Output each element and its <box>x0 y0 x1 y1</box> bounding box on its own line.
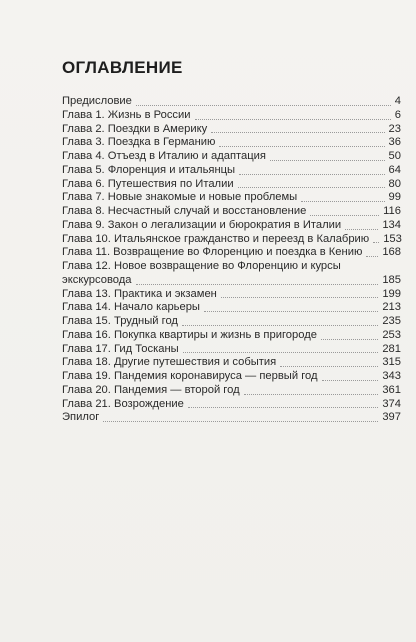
toc-entry-chapter-1[interactable] <box>62 109 401 123</box>
toc-entry-title: Глава 6. Путешествия по Италии <box>62 177 234 190</box>
toc-entry-title: Глава 21. Возрождение <box>62 397 184 410</box>
dot-leader <box>280 366 378 367</box>
toc-entry-page: 253 <box>382 328 401 341</box>
toc-entry-page: 213 <box>382 301 401 314</box>
toc-entry-page: 153 <box>383 232 402 245</box>
toc-entry-title: Глава 16. Покупка квартиры и жизнь в пригороде <box>62 328 317 341</box>
toc-entry-chapter-20[interactable] <box>62 384 401 398</box>
toc-entry-page: 99 <box>388 191 401 204</box>
toc-entry-title: Глава 5. Флоренция и итальянцы <box>62 163 236 176</box>
toc-entry-chapter-2[interactable] <box>62 123 401 137</box>
toc-entry-chapter-11[interactable] <box>62 246 401 260</box>
toc-entry-title: Глава 15. Трудный год <box>62 315 178 327</box>
toc-entry-epilogue[interactable] <box>62 411 401 425</box>
toc-entry-chapter-6[interactable] <box>62 178 401 192</box>
dot-leader <box>136 284 379 285</box>
toc-entry-title: Глава 18. Другие путешествия и события <box>62 356 277 369</box>
toc-entry-chapter-17[interactable] <box>62 343 401 357</box>
dot-leader <box>211 132 384 133</box>
toc-entry-title: Глава 8. Несчастный случай и восстановление <box>62 205 307 217</box>
toc-entry-page: 199 <box>382 287 401 300</box>
toc-entry-chapter-14[interactable] <box>62 301 401 315</box>
dot-leader <box>345 229 378 230</box>
dot-leader <box>188 407 378 408</box>
dot-leader <box>182 325 378 326</box>
toc-entry-page: 361 <box>382 383 401 396</box>
toc-entry-page: 235 <box>382 315 401 327</box>
toc-entry-chapter-8[interactable] <box>62 205 401 219</box>
dot-leader <box>301 201 384 202</box>
dot-leader <box>221 297 378 298</box>
toc-entry-title: Эпилог <box>62 411 100 424</box>
toc-entry-chapter-7[interactable] <box>62 191 401 205</box>
dot-leader <box>238 187 385 188</box>
toc-entry-page: 64 <box>388 163 401 176</box>
toc-entry-title: Глава 19. Пандемия коронавируса — первый год <box>62 370 318 382</box>
toc-entry-title-continued: экскурсовода <box>62 273 132 286</box>
toc-entry-title: Глава 20. Пандемия — второй год <box>62 383 240 396</box>
dot-leader <box>239 174 384 175</box>
toc-entry-title: Глава 11. Возвращение во Флоренцию и поездка в Кению <box>62 246 363 259</box>
toc-entry-title: Глава 14. Начало карьеры <box>62 301 200 314</box>
toc-entry-chapter-12[interactable] <box>62 260 401 288</box>
toc-entry-title: Глава 3. Поездка в Германию <box>62 136 216 149</box>
toc-entry-chapter-4[interactable] <box>62 150 401 164</box>
dot-leader <box>103 421 378 422</box>
toc-entry-page: 23 <box>388 122 401 135</box>
toc-entry-chapter-19[interactable] <box>62 370 401 384</box>
toc-entry-page: 397 <box>382 411 401 424</box>
dot-leader <box>195 119 391 120</box>
toc-entry-chapter-15[interactable] <box>62 315 401 329</box>
toc-entry-page: 185 <box>382 273 401 286</box>
dot-leader <box>373 242 379 243</box>
toc-entry-title: Глава 10. Итальянское гражданство и переезд в Калабрию <box>62 232 370 245</box>
dot-leader <box>270 160 385 161</box>
toc-entry-page: 116 <box>383 205 401 217</box>
toc-entry-title: Глава 12. Новое возвращение во Флоренцию и курсы <box>62 260 341 272</box>
toc-entry-title: Глава 1. Жизнь в России <box>62 108 191 121</box>
table-of-contents <box>62 95 401 425</box>
toc-entry-chapter-3[interactable] <box>62 136 401 150</box>
toc-entry-title: Глава 7. Новые знакомые и новые проблемы <box>62 191 298 204</box>
dot-leader <box>366 256 378 257</box>
toc-entry-page: 374 <box>382 397 401 410</box>
dot-leader <box>204 311 378 312</box>
dot-leader <box>310 215 379 216</box>
toc-entry-title: Предисловие <box>62 95 132 107</box>
page-title: ОГЛАВЛЕНИЕ <box>62 58 183 77</box>
toc-entry-title: Глава 4. Отъезд в Италию и адаптация <box>62 150 266 162</box>
toc-entry-title: Глава 2. Поездки в Америку <box>62 122 208 135</box>
dot-leader <box>322 380 379 381</box>
dot-leader <box>183 352 379 353</box>
toc-entry-chapter-16[interactable] <box>62 329 401 343</box>
toc-entry-page: 80 <box>388 177 401 190</box>
toc-entry-preface[interactable] <box>62 95 401 109</box>
toc-entry-chapter-9[interactable] <box>62 219 401 233</box>
toc-entry-title: Глава 13. Практика и экзамен <box>62 287 217 300</box>
toc-entry-page: 168 <box>382 246 401 259</box>
toc-entry-page: 134 <box>382 218 401 231</box>
toc-entry-chapter-10[interactable] <box>62 233 401 247</box>
dot-leader <box>321 339 378 340</box>
toc-entry-title: Глава 17. Гид Тосканы <box>62 342 179 355</box>
toc-entry-page: 343 <box>382 370 401 382</box>
dot-leader <box>244 394 379 395</box>
dot-leader <box>136 105 391 106</box>
toc-entry-chapter-18[interactable] <box>62 356 401 370</box>
toc-entry-chapter-13[interactable] <box>62 288 401 302</box>
toc-entry-title: Глава 9. Закон о легализации и бюрократия в Италии <box>62 218 342 231</box>
toc-entry-page: 6 <box>394 108 401 121</box>
toc-entry-page: 4 <box>394 95 401 107</box>
toc-entry-page: 315 <box>382 356 401 369</box>
toc-entry-chapter-21[interactable] <box>62 398 401 412</box>
toc-entry-page: 50 <box>388 150 401 162</box>
toc-entry-page: 36 <box>388 136 401 149</box>
dot-leader <box>219 146 384 147</box>
toc-entry-chapter-5[interactable] <box>62 164 401 178</box>
toc-entry-page: 281 <box>382 342 401 355</box>
